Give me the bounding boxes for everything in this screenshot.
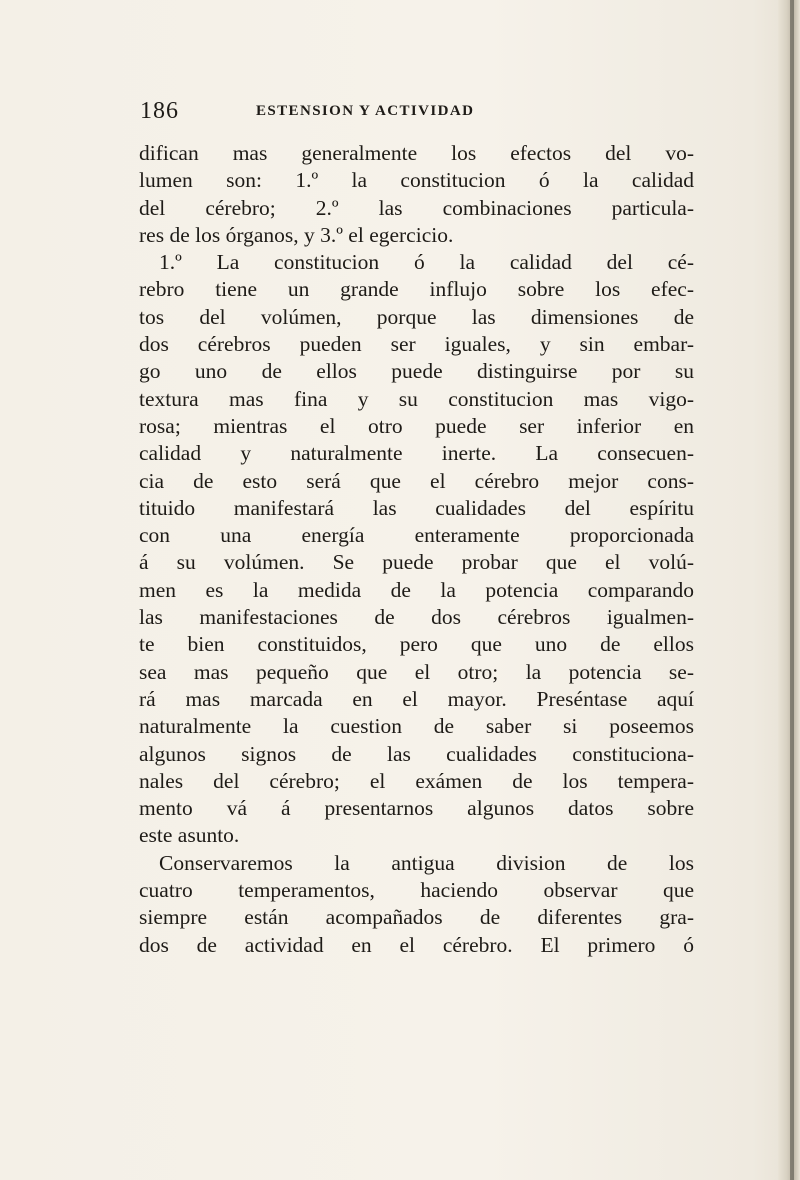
body-text (139, 140, 694, 959)
text-line: lumen son: 1.º la constitucion ó la calidad (139, 168, 694, 193)
text-line: dos cérebros pueden ser iguales, y sin embar- (139, 332, 694, 357)
text-line: rosa; mientras el otro puede ser inferior en (139, 413, 694, 438)
text-line: textura mas fina y su constitucion mas vigo- (139, 386, 694, 411)
text-line: res de los órganos, y 3.º el egercicio. (139, 222, 454, 247)
text-line: naturalmente la cuestion de saber si poseemos (139, 714, 694, 739)
text-line: siempre están acompañados de diferentes gra- (139, 905, 694, 930)
text-line: te bien constituidos, pero que uno de ellos (139, 632, 694, 657)
page-header (140, 98, 700, 132)
text-line: 1.º La constitucion ó la calidad del cé- (159, 250, 694, 275)
page-number: 186 (140, 98, 179, 124)
text-line: tos del volúmen, porque las dimensiones de (139, 304, 694, 329)
text-line: á su volúmen. Se puede probar que el volú- (139, 550, 694, 575)
page-edge-shadow (778, 0, 800, 1180)
text-line: rebro tiene un grande influjo sobre los efec- (139, 277, 694, 302)
text-line: cuatro temperamentos, haciendo observar que (139, 878, 694, 903)
text-line: calidad y naturalmente inerte. La consecuen- (139, 441, 694, 466)
running-title: ESTENSION Y ACTIVIDAD (256, 103, 475, 119)
text-line: cia de esto será que el cérebro mejor cons- (139, 468, 694, 493)
text-line: dos de actividad en el cérebro. El primero ó (139, 932, 694, 957)
text-line: algunos signos de las cualidades constituciona- (139, 741, 694, 766)
text-line: go uno de ellos puede distinguirse por su (139, 359, 694, 384)
text-line: las manifestaciones de dos cérebros igualmen- (139, 605, 694, 630)
text-line: sea mas pequeño que el otro; la potencia se- (139, 659, 694, 684)
text-line: Conservaremos la antigua division de los (159, 850, 694, 875)
text-line: rá mas marcada en el mayor. Preséntase aquí (139, 686, 694, 711)
text-line: con una energía enteramente proporcionada (139, 523, 694, 548)
text-line: tituido manifestará las cualidades del espíritu (139, 495, 694, 520)
text-line: del cérebro; 2.º las combinaciones particula- (139, 195, 694, 220)
text-line: nales del cérebro; el exámen de los tempera- (139, 768, 694, 793)
text-line: men es la medida de la potencia comparando (139, 577, 694, 602)
text-line: mento vá á presentarnos algunos datos sobre (139, 796, 694, 821)
text-line: difican mas generalmente los efectos del vo- (139, 141, 694, 165)
text-line: este asunto. (139, 823, 240, 848)
binding-strip (790, 0, 794, 1180)
